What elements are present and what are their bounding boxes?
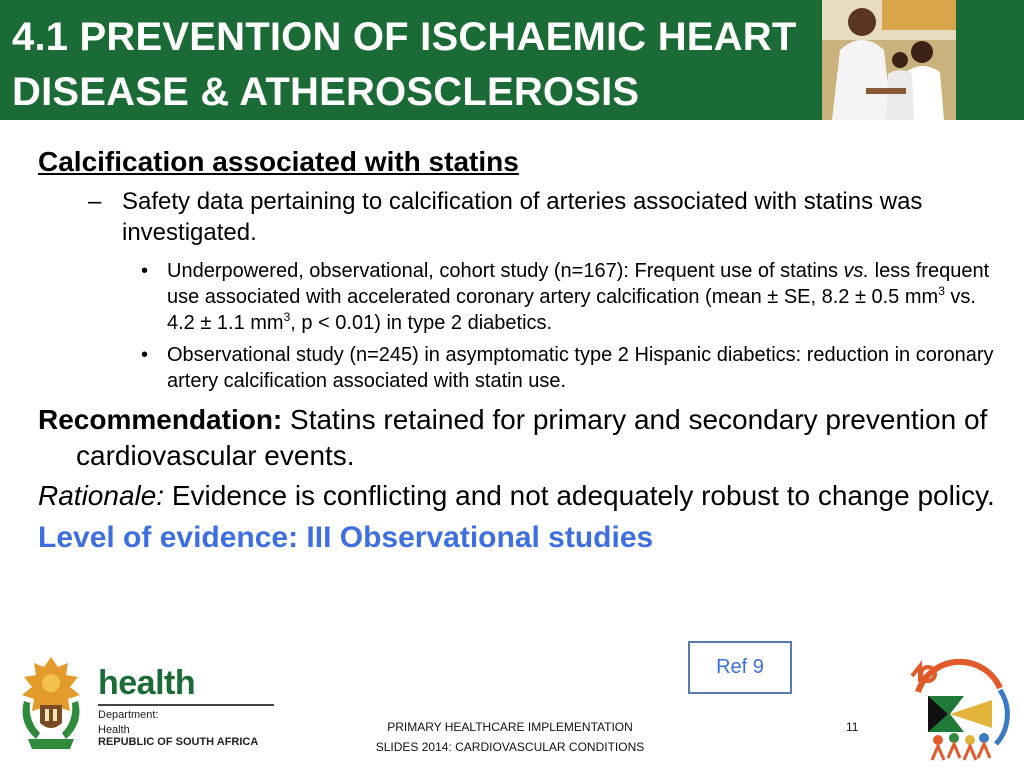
divider [98, 704, 274, 706]
ref-button[interactable]: Ref 9 [688, 641, 792, 694]
header-photo [822, 0, 956, 120]
recommendation-text: Statins retained for primary and secondary prevention of cardiovascular events. [76, 404, 988, 471]
country-label: REPUBLIC OF SOUTH AFRICA [98, 736, 259, 748]
title-bar [0, 0, 1024, 120]
bullet-marker: • [141, 260, 149, 282]
slide-title-line-2: DISEASE & ATHEROSCLEROSIS [12, 70, 640, 114]
slide-title-line-1: 4.1 PREVENTION OF ISCHAEMIC HEART [12, 15, 797, 59]
bullet-marker: • [141, 344, 149, 366]
sub-point [88, 186, 998, 248]
bullet-text-part: , p < 0.01) in type 2 diabetics. [290, 312, 553, 334]
recommendation-label: Recommendation: [38, 404, 283, 435]
footer-line-1: PRIMARY HEALTHCARE IMPLEMENTATION [387, 720, 633, 734]
freedom-anniversary-icon [904, 652, 1012, 764]
recommendation [38, 402, 998, 474]
slide-body [38, 142, 998, 558]
rationale [38, 478, 998, 514]
health-label: Health [98, 724, 130, 736]
bullet-text: Observational study (n=245) in asymptomatic type 2 Hispanic diabetics: reduction in coronary artery calcification associated with statin use. [167, 344, 994, 392]
bullet-text-part: Underpowered, observational, cohort study (n=167): Frequent use of statins [167, 260, 844, 282]
level-of-evidence: Level of evidence: III Observational studies [38, 521, 654, 554]
footer-line-2: SLIDES 2014: CARDIOVASCULAR CONDITIONS [375, 740, 645, 754]
rationale-label: Rationale: [38, 480, 165, 511]
slide-title [12, 10, 832, 120]
department-label: Department: [98, 709, 159, 721]
footer-caption [360, 717, 660, 757]
section-heading: Calcification associated with statins [38, 146, 519, 177]
health-logo-text: health [98, 664, 196, 702]
bullet-text-part: vs. 4.2 ± 1.1 mm [167, 286, 976, 334]
health-department-branding [98, 664, 278, 749]
superscript: 3 [283, 310, 291, 324]
bullet-text-vs: vs. [843, 260, 870, 282]
page-number: 11 [846, 720, 859, 734]
superscript: 3 [938, 284, 945, 298]
sub-point-text: Safety data pertaining to calcification of arteries associated with statins was investigated. [122, 188, 923, 246]
bullet-item-2 [141, 342, 998, 394]
bullet-item-1 [141, 258, 998, 336]
rationale-text: Evidence is conflicting and not adequately robust to change policy. [164, 480, 995, 511]
coat-of-arms-icon [14, 653, 88, 753]
dash-marker: – [88, 188, 102, 215]
bullet-text-part: less frequent use associated with accelerated coronary artery calcification (mean ± SE, 8.2 ± 0.5 mm [167, 260, 990, 308]
